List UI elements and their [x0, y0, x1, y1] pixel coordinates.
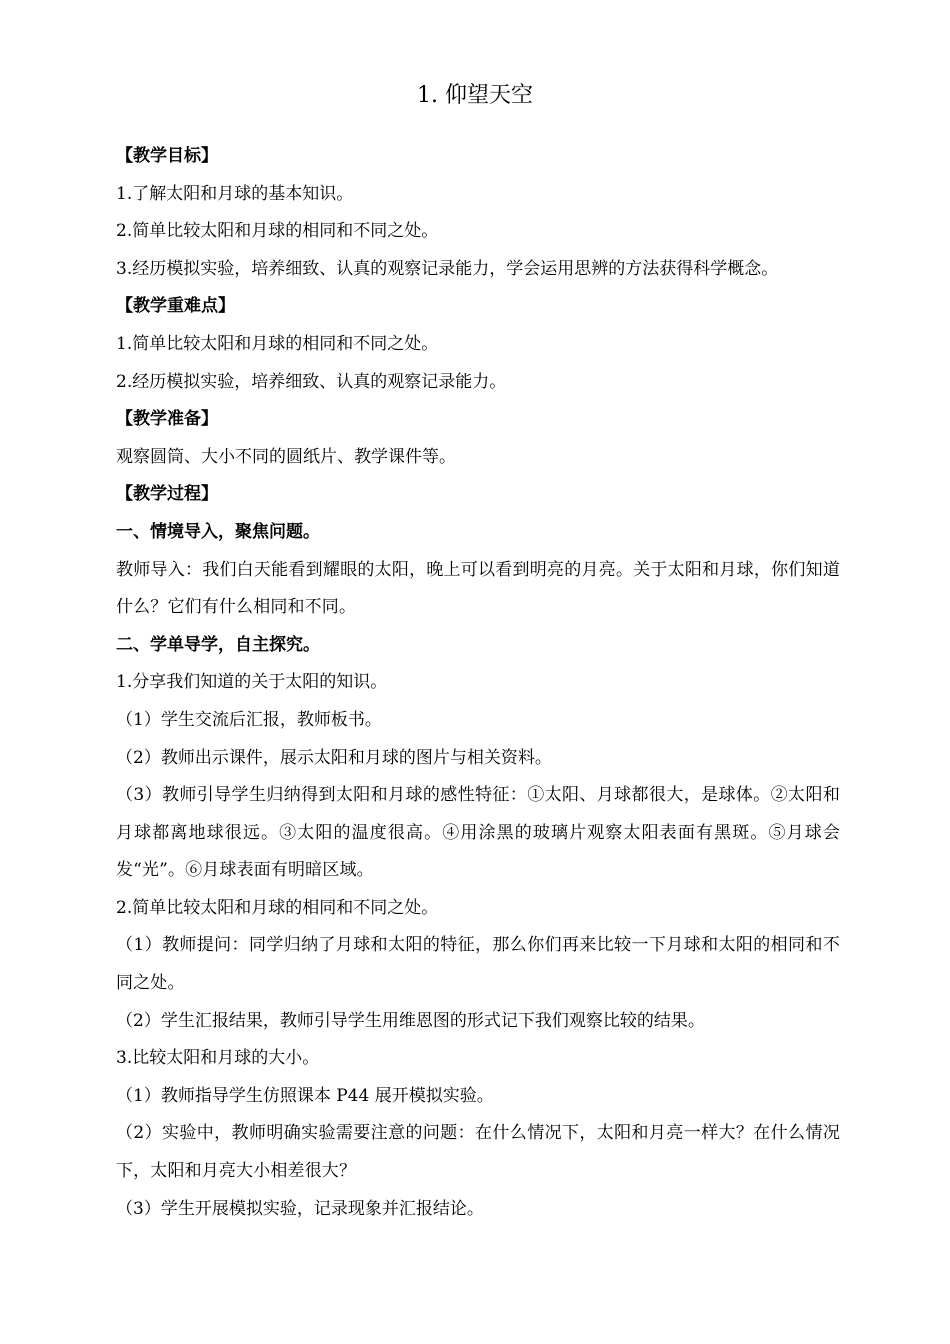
objective-item: 1.了解太阳和月球的基本知识。: [116, 183, 354, 204]
part2-item: 1.分享我们知道的关于太阳的知识。: [116, 672, 388, 693]
preparation-heading: 【教学准备】: [116, 409, 218, 430]
part1-heading: 一、情境导入，聚焦问题。: [116, 521, 320, 542]
preparation-text: 观察圆筒、大小不同的圆纸片、教学课件等。: [116, 446, 456, 467]
objective-item: 3.经历模拟实验，培养细致、认真的观察记录能力，学会运用思辨的方法获得科学概念。: [116, 258, 779, 279]
part2-subitem: （2）教师出示课件，展示太阳和月球的图片与相关资料。: [116, 747, 552, 768]
part2-subitem: （1）教师提问：同学归纳了月球和太阳的特征，那么你们再来比较一下月球和太阳的相同和不同之处。: [116, 935, 840, 994]
part2-heading: 二、学单导学，自主探究。: [116, 634, 320, 655]
key-point-item: 2.经历模拟实验，培养细致、认真的观察记录能力。: [116, 371, 507, 392]
part2-subitem: （2）学生汇报结果，教师引导学生用维恩图的形式记下我们观察比较的结果。: [116, 1010, 705, 1031]
objective-item: 2.简单比较太阳和月球的相同和不同之处。: [116, 221, 439, 242]
key-points-heading: 【教学重难点】: [116, 296, 235, 317]
document-title: 1. 仰望天空: [417, 83, 533, 108]
process-heading: 【教学过程】: [116, 484, 218, 505]
part1-text: 教师导入：我们白天能看到耀眼的太阳，晚上可以看到明亮的月亮。关于太阳和月球，你们知道什么？它们有什么相同和不同。: [116, 559, 840, 618]
key-point-item: 1.简单比较太阳和月球的相同和不同之处。: [116, 333, 439, 354]
part2-item: 2.简单比较太阳和月球的相同和不同之处。: [116, 897, 439, 918]
part2-item: 3.比较太阳和月球的大小。: [116, 1048, 320, 1069]
part2-subitem: （1）教师指导学生仿照课本 P44 展开模拟实验。: [116, 1085, 494, 1106]
part2-subitem: （2）实验中，教师明确实验需要注意的问题：在什么情况下，太阳和月亮一样大？在什么情况下，太阳和月亮大小相差很大？: [116, 1123, 840, 1182]
part2-subitem: （3）教师引导学生归纳得到太阳和月球的感性特征：①太阳、月球都很大，是球体。②太阳和月球都离地球很远。③太阳的温度很高。④用涂黑的玻璃片观察太阳表面有黑斑。⑤月球会发“光”。⑥月球表面有明暗区域。: [116, 785, 840, 881]
part2-subitem: （3）学生开展模拟实验，记录现象并汇报结论。: [116, 1198, 484, 1219]
document-body: [116, 138, 840, 1228]
part2-subitem: （1）学生交流后汇报，教师板书。: [116, 709, 382, 730]
objectives-heading: 【教学目标】: [116, 146, 218, 166]
